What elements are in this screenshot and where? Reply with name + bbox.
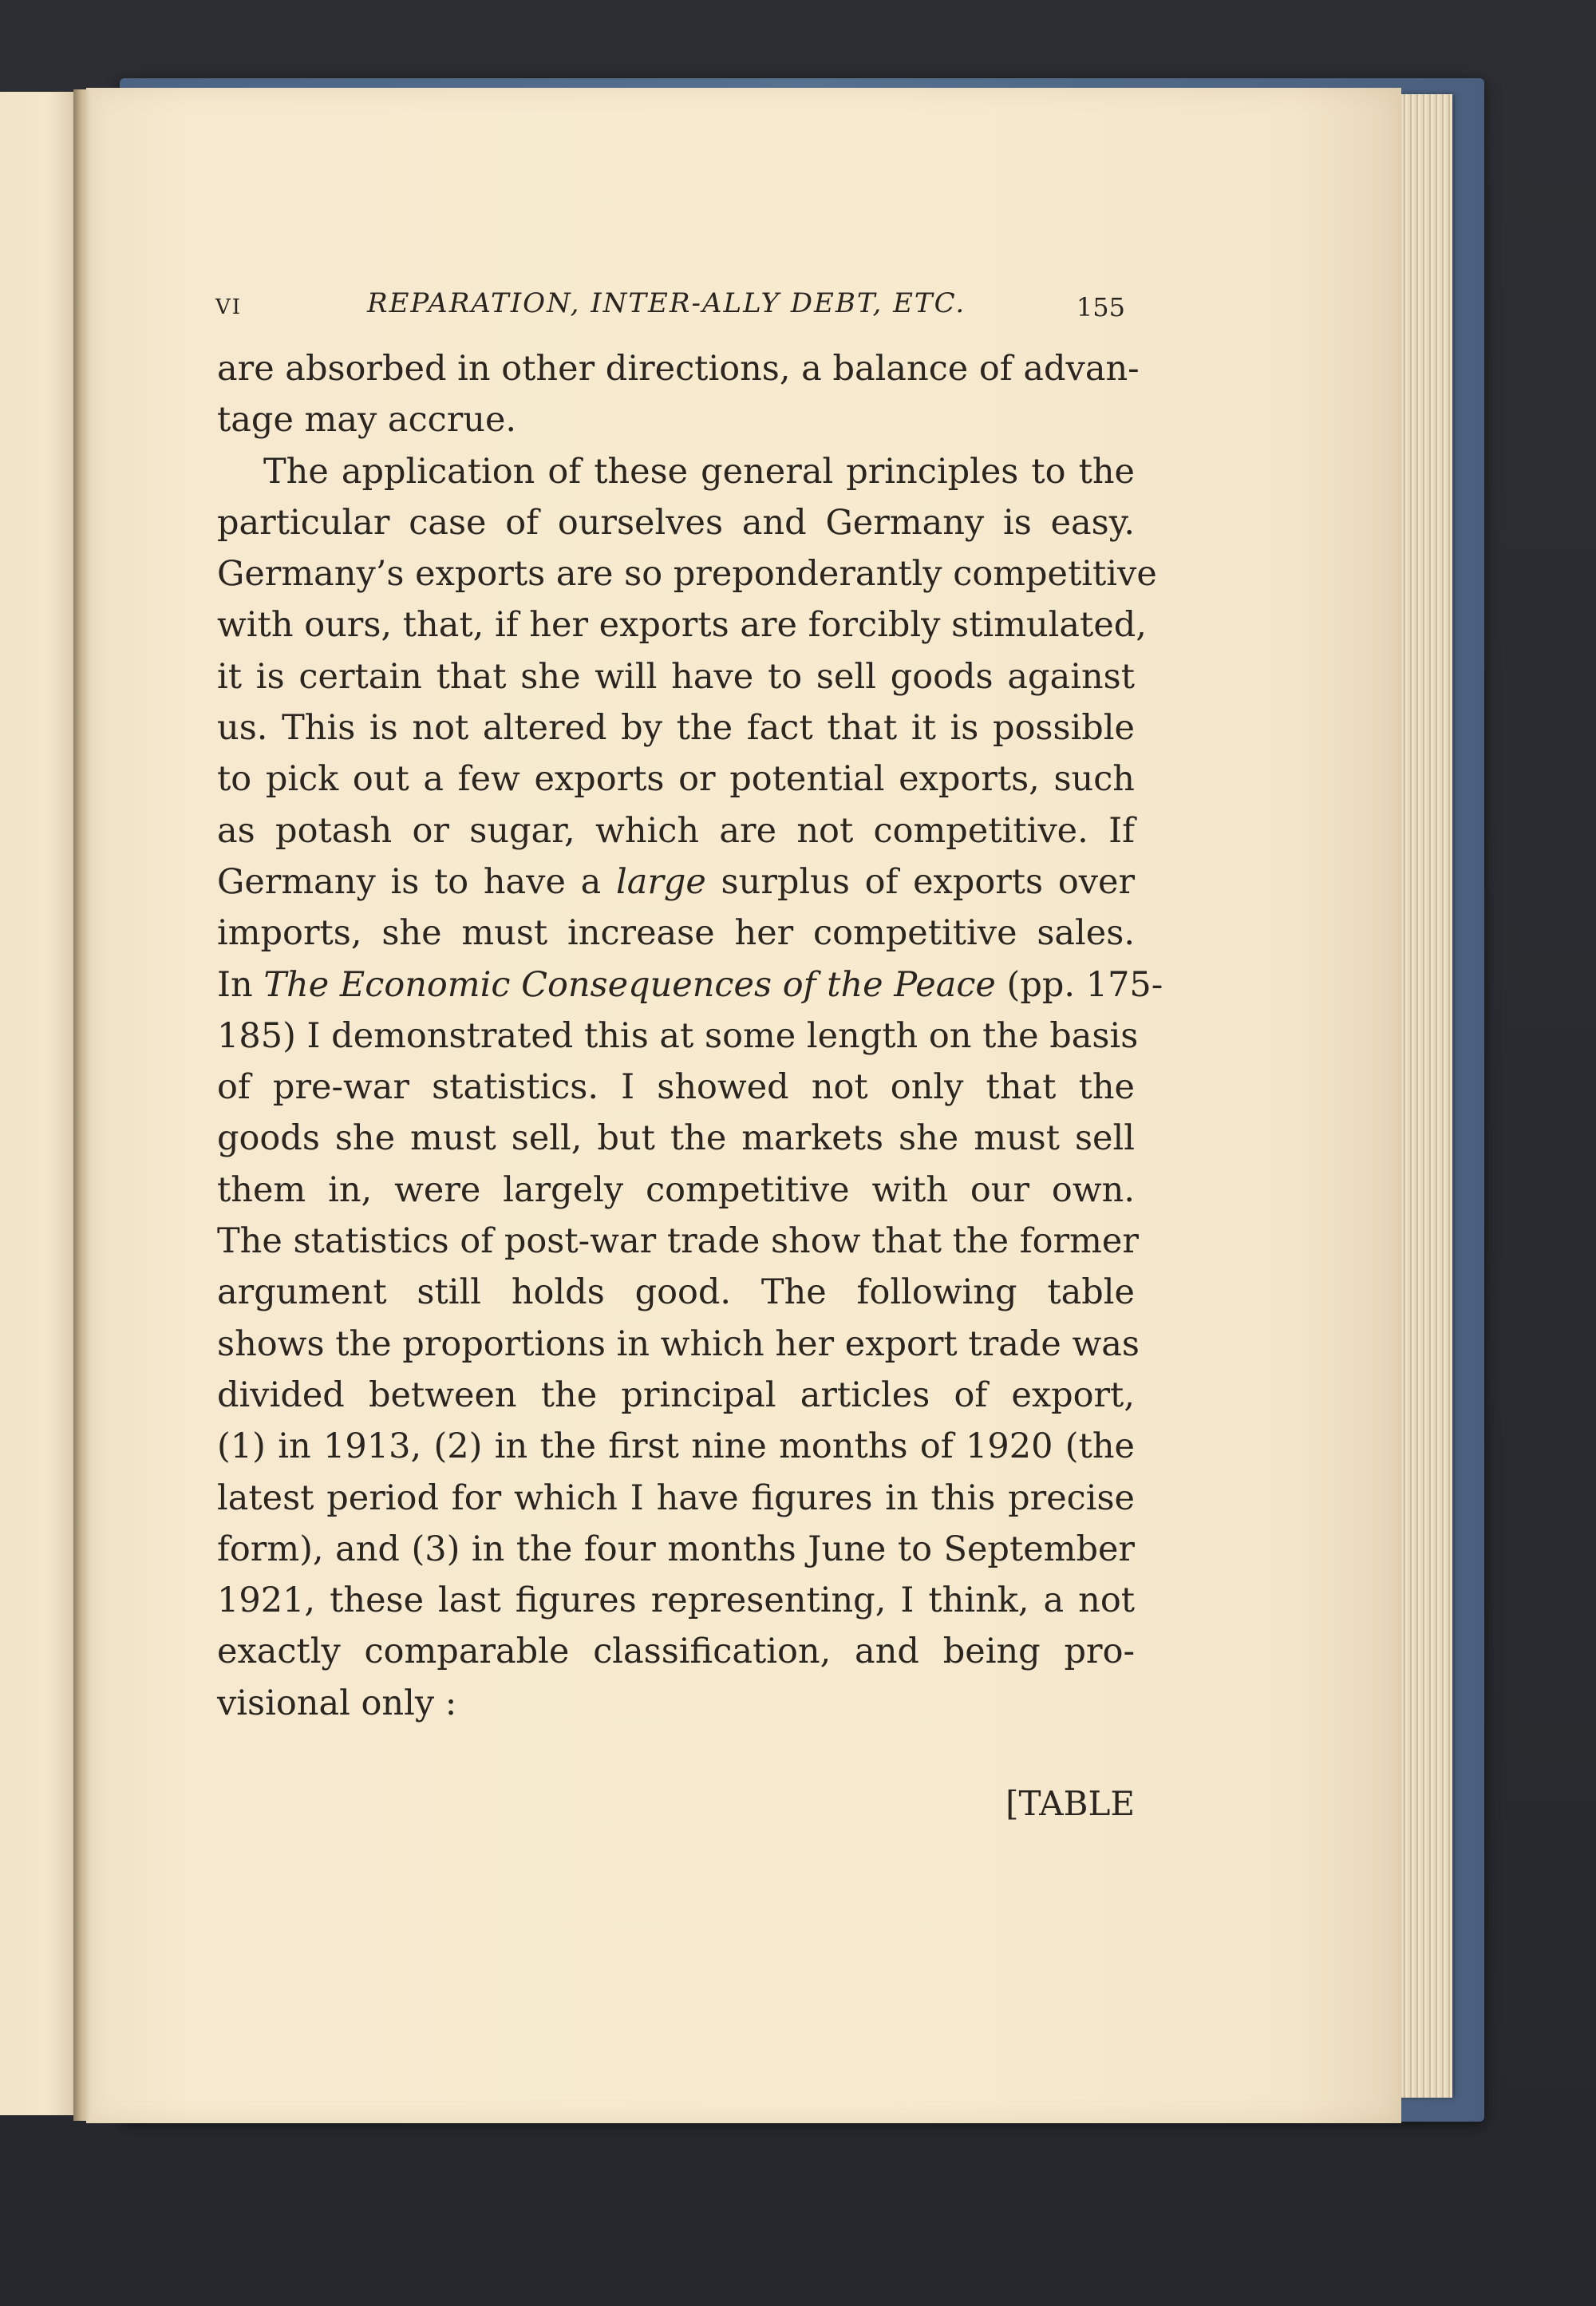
text-line: with ours, that, if her exports are forcibly stimulated, [217,605,1147,646]
text-segment: Germany is to have a [217,861,616,902]
text-line: latest period for which I have figures in this precise [217,1477,1135,1518]
text-line: 185) I demonstrated this at some length on the basis [217,1015,1139,1056]
text-line: shows the proportions in which her export trade was [217,1323,1140,1364]
italic-word: large [615,861,706,902]
text-segment: surplus of exports over [705,861,1135,902]
text-line: 1921, these last figures representing, I think, a not [217,1580,1135,1621]
text-line: visional only : [217,1683,457,1723]
text-line: of pre-war statistics. I showed not only that the [217,1067,1135,1108]
text-line: it is certain that she will have to sell goods against [217,656,1135,697]
text-line: to pick out a few exports or potential exports, such [217,759,1135,800]
text-line: form), and (3) in the four months June to September [217,1529,1135,1569]
body-text [217,343,1163,1729]
catchword: [TABLE [1005,1784,1135,1823]
running-head [215,287,1125,327]
left-page-edge [0,92,80,2115]
text-line-with-book-title [217,959,1163,1011]
text-line: divided between the principal articles of export, [217,1375,1135,1415]
page-edges [1395,94,1452,2098]
text-line: goods she must sell, but the markets she must sell [217,1118,1135,1159]
text-line: tage may accrue. [217,400,517,441]
text-line: are absorbed in other directions, a balance of advan- [217,349,1140,389]
text-line: us. This is not altered by the fact that it is possible [217,708,1135,749]
page-number: 155 [1076,292,1125,322]
text-segment: In [217,964,264,1005]
text-line: particular case of ourselves and Germany is easy. [217,502,1135,543]
text-line: (1) in 1913, (2) in the first nine months of 1920 (the [217,1426,1135,1467]
text-line: them in, were largely competitive with our own. [217,1169,1135,1210]
text-line: as potash or sugar, which are not competitive. If [217,810,1135,851]
book-gutter [73,89,91,2121]
text-line: exactly comparable classification, and being pro- [217,1632,1135,1672]
text-line: argument still holds good. The following table [217,1272,1135,1313]
text-line: Germany’s exports are so preponderantly competitive [217,554,1157,595]
chapter-number: VI [215,295,243,319]
book-title: The Economic Consequences of the Peace [263,964,996,1005]
text-line: The application of these general principles to the [263,451,1135,492]
text-segment: (pp. 175- [995,964,1163,1005]
text-line: The statistics of post-war trade show that the former [217,1221,1139,1262]
running-title: REPARATION, INTER-ALLY DEBT, ETC. [367,287,966,319]
text-line-with-italic [217,856,1135,908]
text-line: imports, she must increase her competitive sales. [217,913,1135,954]
